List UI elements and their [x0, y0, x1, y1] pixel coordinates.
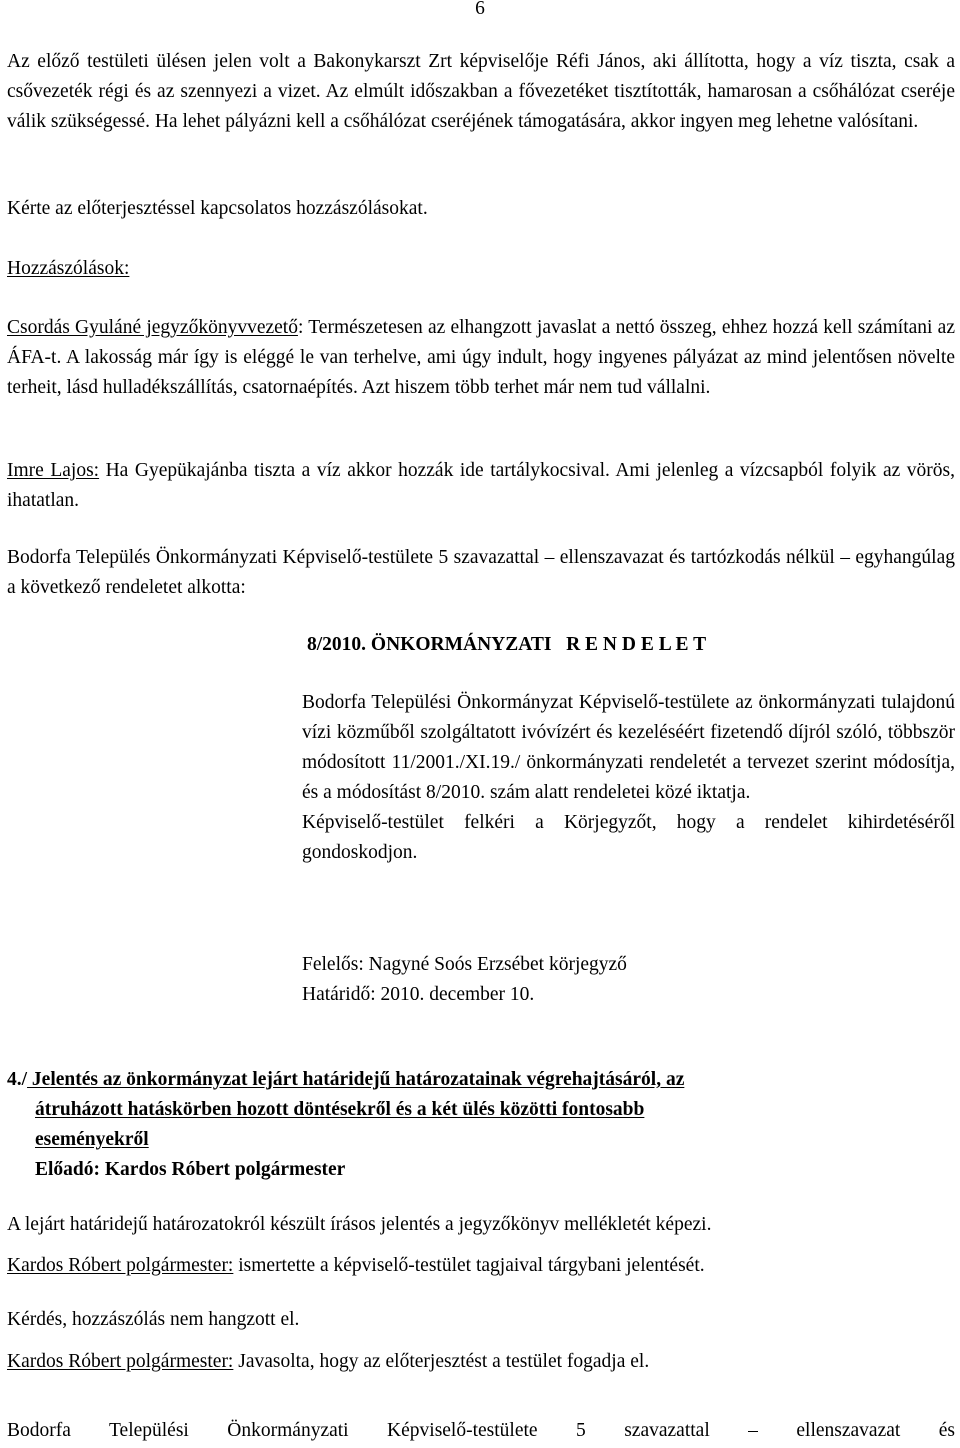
- decree-body: Bodorfa Települési Önkormányzat Képviselő-testülete az önkormányzati tulajdonú vízi közműből szolgáltatott ivóvízért és kezeléséért fizetendő díjról szóló, többször módosított 11/2001./XI.19./ önkormányzati rendeletét a tervezet szerint módosítja, és a módosítást 8/2010. szám alatt rendeletei közé iktatja. Képviselő-testület felkéri a Körjegyzőt, hogy a rendelet kihirdetéséről gondoskodjon.: [302, 692, 955, 863]
- comment-csordas: [7, 313, 955, 403]
- decree-title: 8/2010. ÖNKORMÁNYZATI R E N D E L E T: [307, 634, 707, 655]
- speaker-name: Csordás Gyuláné jegyzőkönyvvezető: [7, 317, 298, 338]
- report-note: A lejárt határidejű határozatokról készült írásos jelentés a jegyzőkönyv mellékletét képezi.: [7, 1214, 712, 1235]
- comment-kardos-1: Kardos Róbert polgármester: ismertette a képviselő-testület tagjaival tárgybani jelentését.: [7, 1255, 705, 1276]
- comment-text: : Természetesen az elhangzott javaslat a nettó összeg, ehhez hozzá kell számítani az ÁFA-t. A lakosság már így is eléggé le van terhelve, ami úgy indult, hogy ingyenes pályázat az mind jelentősen növelte terheit, lásd hulladékszállítás, csatornaépítés. Azt hiszem több terhet már nem tud vállalni.: [7, 317, 955, 398]
- comment-imre: [7, 456, 955, 516]
- comment-kardos-2: Kardos Róbert polgármester: Javasolta, hogy az előterjesztést a testület fogadja el.: [7, 1351, 650, 1372]
- speaker-name: Kardos Róbert polgármester:: [7, 1351, 234, 1372]
- comment-text: Ha Gyepükajánba tiszta a víz akkor hozzák ide tartálykocsival. Ami jelenleg a vízcsapból folyik az vörös, ihatatlan.: [7, 460, 955, 511]
- paragraph-bakonykarszt: Az előző testületi ülésen jelen volt a Bakonykarszt Zrt képviselője Réfi János, aki állította, hogy a víz tiszta, csak a csővezeték régi és az szennyezi a vizet. Az elmúlt időszakban a fővezetéket tisztították, hamarosan a csőhálózat cseréje válik szükségessé. Ha lehet pályázni kell a csőhálózat cseréjének támogatására, akkor ingyen meg lehetne valósítani.: [7, 51, 955, 132]
- responsibility: Felelős: Nagyné Soós Erzsébet körjegyző Határidő: 2010. december 10.: [302, 954, 627, 1005]
- paragraph-request: Kérte az előterjesztéssel kapcsolatos hozzászólásokat.: [7, 198, 428, 219]
- decision-intro: Bodorfa Település Önkormányzati Képviselő-testülete 5 szavazattal – ellenszavazat és tartózkodás nélkül – egyhangúlag a következő rendeletet alkotta:: [7, 547, 955, 598]
- agenda-title: Jelentés az önkormányzat lejárt határidejű határozatainak végrehajtásáról, az: [27, 1069, 685, 1090]
- no-questions: Kérdés, hozzászólás nem hangzott el.: [7, 1309, 300, 1330]
- agenda-number: 4./: [7, 1069, 28, 1090]
- agenda-presenter: Előadó: Kardos Róbert polgármester: [35, 1159, 346, 1180]
- decision-intro-2: Bodorfa Települési Önkormányzati Képviselő-testülete 5 szavazattal – ellenszavazat és: [7, 1420, 955, 1441]
- page-number: 6: [475, 0, 485, 19]
- speaker-name: Imre Lajos:: [7, 460, 100, 481]
- speaker-name: Kardos Róbert polgármester:: [7, 1255, 234, 1276]
- agenda-item-4: 4./ Jelentés az önkormányzat lejárt határidejű határozatainak végrehajtásáról, az átruházott hatáskörben hozott döntésekről és a két ülés közötti fontosabb eseményekről Előadó: Kardos Róbert polgármester: [7, 1065, 955, 1185]
- comments-heading: Hozzászólások:: [7, 258, 130, 279]
